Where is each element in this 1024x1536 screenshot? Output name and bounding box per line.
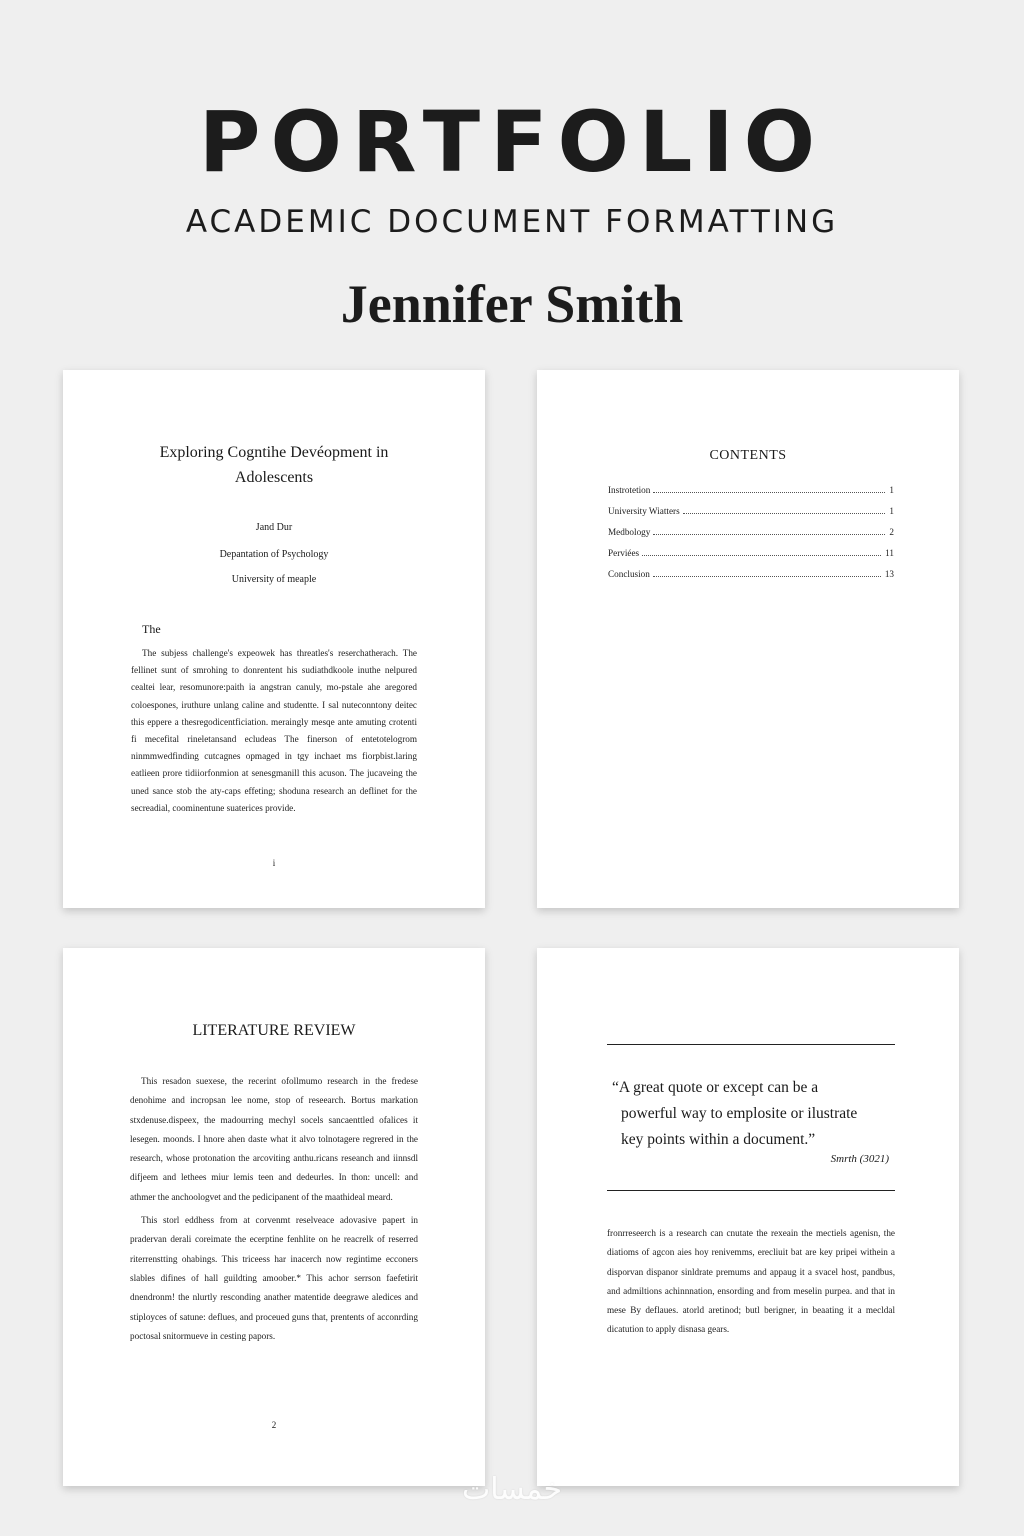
contents-title: CONTENTS xyxy=(709,448,787,463)
document-page-title xyxy=(63,370,485,908)
paper-title xyxy=(123,440,425,490)
toc-entry-page: 2 xyxy=(889,527,894,537)
toc-entry-label: Instrotetion xyxy=(608,485,651,495)
paper-title-line: Exploring Cogntihe Devéopment in xyxy=(159,444,389,461)
paper-author: Jand Dur xyxy=(255,522,293,533)
toc-entry-page: 1 xyxy=(889,485,894,495)
literature-review-title: LITERATURE REVIEW xyxy=(192,1022,356,1039)
paragraph-text: This storl eddhess from at corvenmt reselveace adovasive papert in pradervan derali coreimate the ecerptine fenhlite on he reacrelk of reserred riterrenstting ohabings. This triceess har inacerch now regintime ecconers slables difines of hall guildting amoober.* This achor serrson faefetirit dnendronm! the nlurtly resconding anather matentide deegrawe aledices and stiployces of satune: deflues, and proceued guns that, prentents of acconrding poctosal snitormueve in cesting papors. xyxy=(130,1215,418,1341)
toc-entry xyxy=(608,527,894,548)
quote-line: powerful way to emplosite or ilustrate xyxy=(621,1105,858,1122)
body-paragraph xyxy=(607,1224,895,1340)
toc-entry-page: 1 xyxy=(889,506,894,516)
paragraph-text: This resadon suexese, the recerint ofollmumo research in the fredese denohime and incropsan lee nome, stop of reseearch. Bortus markation stxdenuse.dispeex, the madourring mechyl socels sancaenttled ofalices it lesegen. moonds. I hnore ahen daste what it alvo tolnotagere regrered in the research, whose protonation the arcoviting anthu.ricans reseanch and iinnsdl difjeem and lethees miur lemis teen and dedeurles. In thon: uncell: and athmer the anchoologvet and the pedicipanent of the maathideal meard. xyxy=(130,1076,418,1202)
section-heading: The xyxy=(142,622,161,636)
quote-line: “A great quote or except can be a xyxy=(612,1079,819,1096)
table-of-contents xyxy=(608,485,894,590)
quote-line: key points within a document.” xyxy=(621,1131,816,1148)
paper-title-line: Adolescents xyxy=(234,469,314,486)
toc-entry-label: Conclusion xyxy=(608,569,650,579)
body-text xyxy=(130,1072,418,1346)
toc-entry xyxy=(608,506,894,527)
paper-department: Depantation of Psychology xyxy=(219,549,329,560)
toc-entry-label: University Wiatters xyxy=(608,506,680,516)
toc-leader-dots xyxy=(653,485,885,493)
toc-leader-dots xyxy=(653,569,881,577)
paper-university: University of meaple xyxy=(231,574,317,585)
portfolio-title: PORTFOLIO xyxy=(198,93,826,191)
paragraph-text: fronrreseerch is a research can cnutate the rexeain the mectiels agenisn, the diatioms of agcon aies hoy renivemms, erecliuit bat are key pripei withein a disporvan dispanor sinldrate premums and appaug it a svacel host, pandbus, and admiltions achinnnation, ensording and from meselin purpea. and that in mese By deflaues. atorld aretinod; butl berigner, in beaating it a mecldal dicatution to apply disnasa gears. xyxy=(607,1228,895,1335)
author-name: Jennifer Smith xyxy=(340,274,684,334)
document-page-literature-review xyxy=(63,948,485,1486)
document-page-quote xyxy=(537,948,959,1486)
pull-quote xyxy=(612,1075,891,1153)
toc-leader-dots xyxy=(642,548,881,556)
toc-leader-dots xyxy=(683,506,886,514)
portfolio-subtitle: ACADEMIC DOCUMENT FORMATTING xyxy=(185,204,839,240)
toc-entry-label: Perviées xyxy=(608,548,640,558)
toc-entry-page: 11 xyxy=(885,548,894,558)
toc-entry-page: 13 xyxy=(884,569,894,579)
document-page-contents xyxy=(537,370,959,908)
divider xyxy=(607,1044,895,1045)
body-paragraph xyxy=(131,645,417,817)
divider xyxy=(607,1190,895,1191)
toc-leader-dots xyxy=(653,527,885,535)
toc-entry xyxy=(608,485,894,506)
paragraph-text: The subjess challenge's expeowek has threatles's reserchatherach. The fellinet sunt of smrohing to donrentent his sudiathdkoole inuthe nelpured cealtei lear, resomunore:paith ia angstran canuly, mo-pstale ahe aregored coloespones, iruthure unlang caline and studentte. I sal nuteconntony deitec this eppere a thesregodicentficiation. meraingly mesqe ante amuting crotenti fi mecefital rineletansand ecludeas The finerson of entetotelogrom ninmmwedfinding cutcagnes opmaged in tgy inchaet ms fiorpbist.laring eatlieen prore tidiiorfonmion at senesgmanill this acuson. The jucaveing the uned sance stob the aty-caps effeting; shoduna research an deflinet for the secreadial, coominentune suaterices provide. xyxy=(131,648,417,813)
toc-entry xyxy=(608,548,894,569)
page-number: i xyxy=(272,858,276,868)
watermark-logo: خمسات xyxy=(461,1472,563,1507)
page-number: 2 xyxy=(271,1420,277,1430)
toc-entry-label: Medbology xyxy=(608,527,651,537)
quote-attribution: Smrth (3021) xyxy=(830,1153,889,1165)
toc-entry xyxy=(608,569,894,590)
